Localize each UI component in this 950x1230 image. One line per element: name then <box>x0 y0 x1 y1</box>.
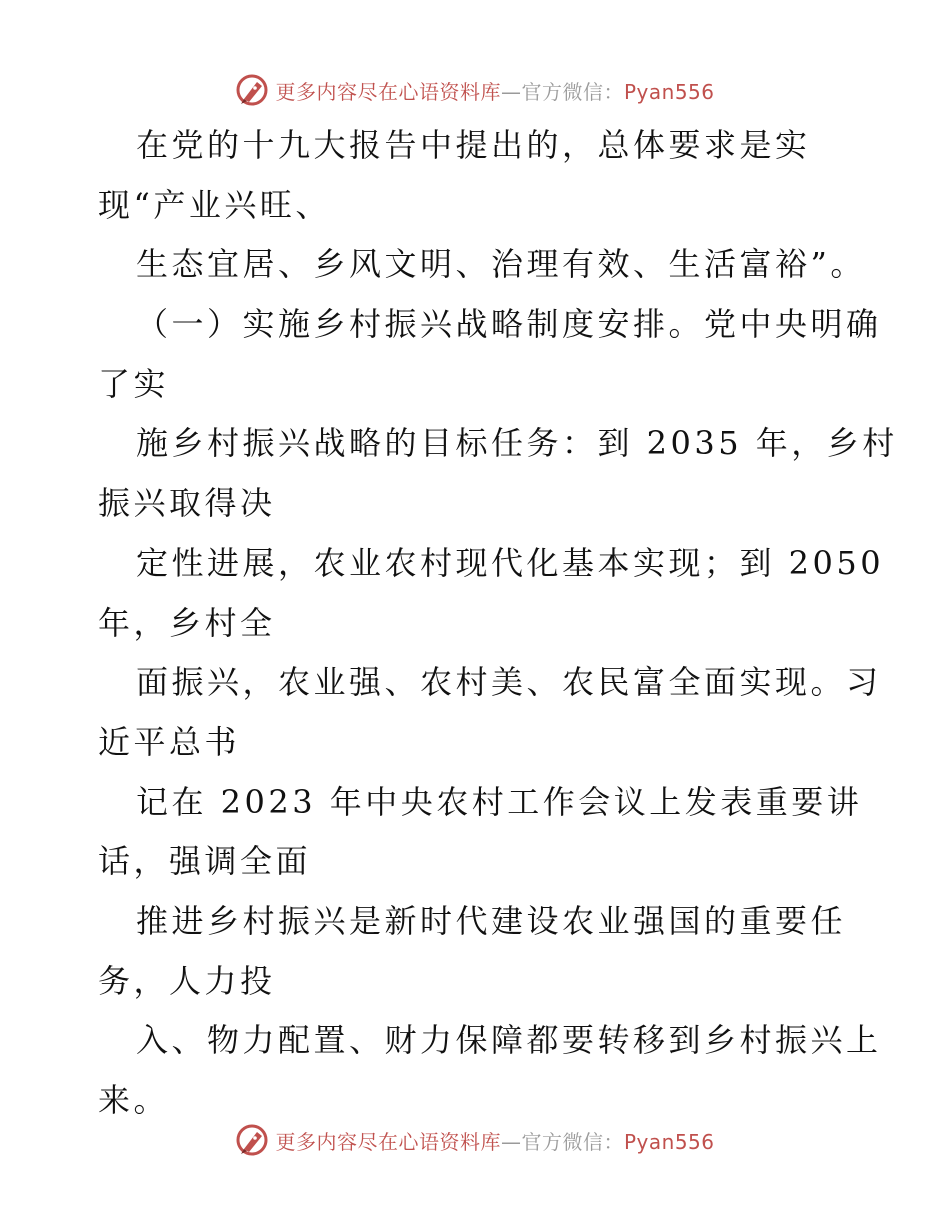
footer-banner <box>0 1120 950 1160</box>
text-line: 推进乡村振兴是新时代建设农业强国的重要任 <box>136 901 847 940</box>
text-line: 话，强调全面 <box>98 842 312 881</box>
text-line: 面振兴，农业强、农村美、农民富全面实现。习 <box>136 663 882 702</box>
text-line: 定性进展，农业农村现代化基本实现；到 2050 <box>136 543 885 582</box>
pen-nib-icon <box>235 1123 269 1157</box>
text-line: 入、物力配置、财力保障都要转移到乡村振兴上 <box>136 1021 882 1060</box>
text-line: 生态宜居、乡风文明、治理有效、生活富裕”。 <box>136 245 866 284</box>
text-line: 务，人力投 <box>98 961 276 1000</box>
text-line: 施乡村振兴战略的目标任务：到 2035 年，乡村 <box>136 424 898 463</box>
pen-nib-icon <box>235 73 269 107</box>
document-body <box>98 116 898 1131</box>
text-line: 现“产业兴旺、 <box>98 185 331 224</box>
text-line: 了实 <box>98 364 170 403</box>
text-line: 在党的十九大报告中提出的，总体要求是实 <box>136 126 811 164</box>
text-line: 来。 <box>98 1081 170 1119</box>
banner-text: 更多内容尽在心语资料库—官方微信：Pyan556 <box>275 1129 715 1154</box>
text-line: 年，乡村全 <box>98 603 276 642</box>
text-line: 近平总书 <box>98 722 241 761</box>
text-line: 振兴取得决 <box>98 484 276 523</box>
text-line: （一）实施乡村振兴战略制度安排。党中央明确 <box>136 305 882 344</box>
text-line: 记在 2023 年中央农村工作会议上发表重要讲 <box>136 782 863 821</box>
header-banner <box>0 70 950 110</box>
banner-text: 更多内容尽在心语资料库—官方微信：Pyan556 <box>275 79 715 104</box>
